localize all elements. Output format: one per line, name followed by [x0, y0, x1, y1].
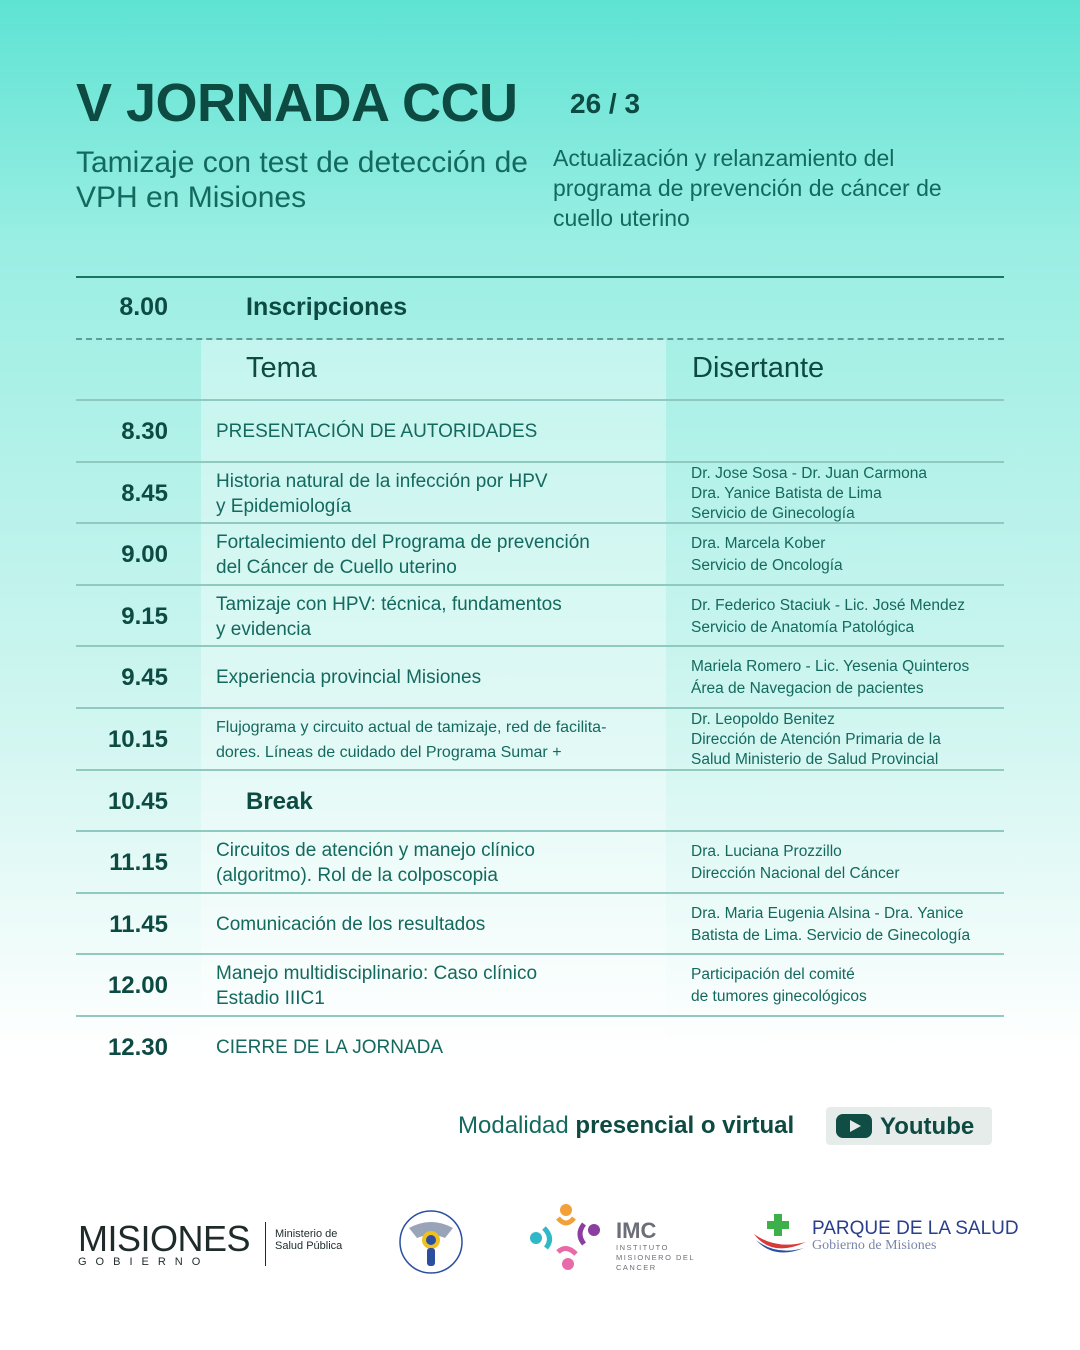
table-row	[76, 399, 1004, 462]
misiones-logo-name: MISIONES	[78, 1218, 251, 1259]
column-header-speaker: Disertante	[692, 352, 825, 384]
event-subtitle: Tamizaje con test de detección de VPH en Misiones	[76, 146, 528, 214]
topic-line: Manejo multidisciplinario: Caso clínico	[216, 962, 538, 984]
speaker-line: Mariela Romero - Lic. Yesenia Quinteros	[691, 657, 970, 675]
topic-line: Estadio IIIC1	[216, 987, 325, 1009]
parque-salud-logo-icon	[752, 1212, 808, 1260]
speaker-line: Área de Navegacion de pacientes	[691, 679, 924, 697]
modality-text	[458, 1112, 794, 1140]
imc-logo-name: IMC	[616, 1218, 657, 1243]
registration-label: Inscripciones	[246, 293, 408, 321]
topic-line: del Cáncer de Cuello uterino	[216, 556, 457, 578]
topic-line: dores. Líneas de cuidado del Programa Sumar +	[216, 743, 562, 761]
topic-line: Flujograma y circuito actual de tamizaje, red de facilita-	[216, 718, 607, 736]
logo-divider	[265, 1222, 266, 1266]
topic-line: Tamizaje con HPV: técnica, fundamentos	[216, 593, 562, 615]
row-topic	[216, 401, 656, 462]
speaker-line: Servicio de Oncología	[691, 556, 843, 574]
row-topic	[216, 586, 656, 647]
speaker-line: Dra. Maria Eugenia Alsina - Dra. Yanice	[691, 904, 964, 922]
speaker-line: Dirección de Atención Primaria de la	[691, 730, 941, 748]
row-topic	[216, 524, 656, 585]
speaker-line: Salud Ministerio de Salud Provincial	[691, 750, 939, 768]
topic-line: Fortalecimiento del Programa de prevención	[216, 531, 590, 553]
row-time: 12.00	[107, 972, 168, 999]
speaker-line: Dr. Leopoldo Benitez	[691, 710, 835, 728]
topic-line: (algoritmo). Rol de la colposcopia	[216, 864, 498, 886]
event-date: 26 / 3	[570, 88, 641, 119]
table-row	[76, 830, 1004, 893]
speaker-line: Servicio de Anatomía Patológica	[691, 618, 915, 636]
speaker-line: Dirección Nacional del Cáncer	[691, 864, 900, 882]
row-topic	[216, 1017, 656, 1078]
youtube-play-icon	[836, 1114, 872, 1138]
topic-line: y evidencia	[216, 618, 312, 640]
speaker-line: Dra. Yanice Batista de Lima	[691, 484, 882, 502]
row-speaker	[691, 709, 1004, 770]
row-topic	[216, 894, 656, 955]
modality-prefix: Modalidad	[458, 1112, 569, 1139]
row-topic	[246, 771, 686, 832]
topic-line: Comunicación de los resultados	[216, 914, 486, 935]
parque-salud-sub: Gobierno de Misiones	[812, 1238, 937, 1253]
table-row	[76, 461, 1004, 524]
row-speaker	[691, 586, 1004, 647]
speaker-line: Servicio de Ginecología	[691, 504, 855, 522]
table-row	[76, 707, 1004, 770]
row-speaker	[691, 894, 1004, 955]
speaker-line: Dr. Federico Staciuk - Lic. José Mendez	[691, 596, 965, 614]
row-speaker	[691, 524, 1004, 585]
row-time: 11.15	[109, 849, 168, 876]
misiones-logo-sub: GOBIERNO	[78, 1256, 210, 1268]
row-topic	[216, 955, 656, 1016]
row-time: 9.00	[121, 541, 168, 568]
dashed-divider	[76, 338, 1004, 340]
row-speaker	[691, 955, 1004, 1016]
speaker-line: Dra. Marcela Kober	[691, 534, 826, 552]
ministry-label: Ministerio de Salud Pública	[275, 1228, 343, 1252]
topic-line: Experiencia provincial Misiones	[216, 667, 482, 688]
table-row	[76, 1015, 1004, 1078]
topic-line: Circuitos de atención y manejo clínico	[216, 839, 535, 861]
row-speaker	[691, 832, 1004, 893]
topic-line: y Epidemiología	[216, 495, 352, 517]
row-time: 9.15	[121, 603, 168, 630]
modality-bold: presencial o virtual	[575, 1112, 795, 1139]
row-speaker	[691, 401, 1004, 462]
topic-line: CIERRE DE LA JORNADA	[216, 1037, 443, 1058]
column-header-topic: Tema	[246, 352, 317, 384]
row-speaker	[691, 771, 1004, 832]
speaker-line: de tumores ginecológicos	[691, 987, 867, 1005]
imc-logo-icon	[528, 1198, 604, 1274]
row-topic	[216, 832, 656, 893]
row-time: 12.30	[107, 1034, 168, 1061]
youtube-label: Youtube	[880, 1113, 975, 1140]
row-time: 11.45	[109, 911, 168, 938]
table-row	[76, 769, 1004, 832]
row-speaker	[691, 1017, 1004, 1078]
topic-line: PRESENTACIÓN DE AUTORIDADES	[216, 421, 538, 442]
row-time: 9.45	[121, 664, 168, 691]
row-time: 10.45	[107, 788, 168, 815]
table-row	[76, 645, 1004, 708]
speaker-line: Dra. Luciana Prozzillo	[691, 842, 842, 860]
table-row	[76, 953, 1004, 1016]
hospital-logo	[395, 1196, 467, 1288]
imc-logo-sub: INSTITUTO MISIONERO DEL CANCER	[616, 1243, 695, 1272]
event-title: V JORNADA CCU	[76, 73, 518, 133]
table-row	[76, 584, 1004, 647]
topic-line: Historia natural de la infección por HPV	[216, 470, 548, 492]
speaker-line: Dr. Jose Sosa - Dr. Juan Carmona	[691, 464, 928, 482]
topic-line: Break	[246, 788, 313, 815]
event-description: Actualización y relanzamiento del programa de prevención de cáncer de cuello uterino	[553, 145, 942, 231]
table-row	[76, 522, 1004, 585]
row-speaker	[691, 647, 1004, 708]
top-divider	[76, 276, 1004, 278]
registration-time: 8.00	[119, 293, 168, 321]
row-speaker	[691, 463, 1004, 524]
row-topic	[216, 463, 656, 524]
row-time: 8.30	[121, 418, 168, 445]
row-topic	[216, 709, 656, 770]
speaker-line: Participación del comité	[691, 965, 855, 983]
row-time: 10.15	[107, 726, 168, 753]
speaker-line: Batista de Lima. Servicio de Ginecología	[691, 926, 971, 944]
parque-salud-name: PARQUE DE LA SALUD	[812, 1218, 1019, 1239]
row-topic	[216, 647, 656, 708]
row-time: 8.45	[121, 480, 168, 507]
table-row	[76, 892, 1004, 955]
